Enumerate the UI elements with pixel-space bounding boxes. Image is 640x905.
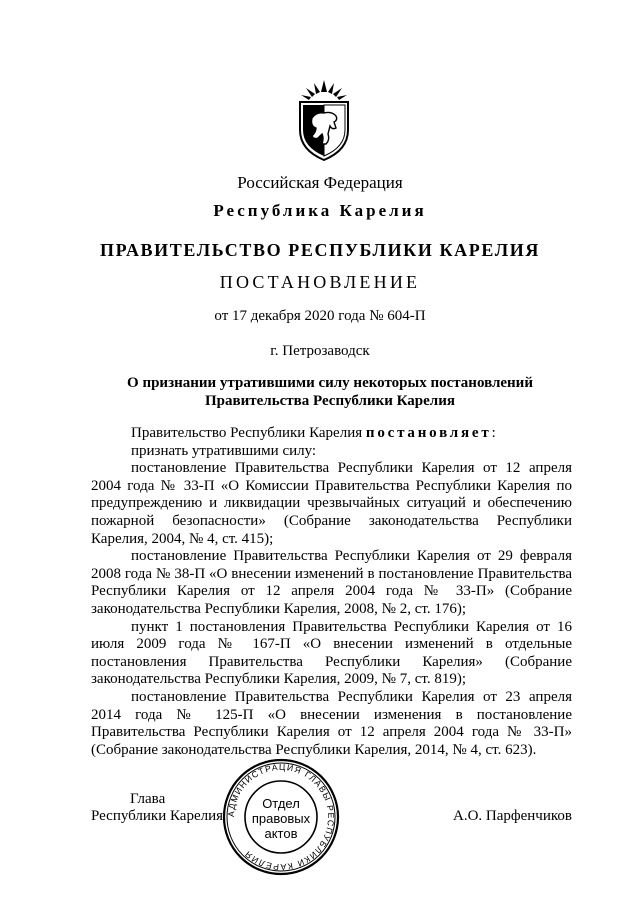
document-title-line: О признании утратившими силу некоторых постановлений xyxy=(127,375,533,391)
body-paragraph: признать утратившими силу: xyxy=(131,442,317,459)
document-title xyxy=(90,374,570,410)
intro-prefix: Правительство Республики Карелия xyxy=(131,425,366,441)
official-stamp xyxy=(222,758,340,876)
body-paragraph: постановление Правительства Республики Карелия от 12 апреля 2004 года № 33-П «О Комиссии Правительства Республики Карелия по предупреждению и ликвидации чрезвычайных ситуаций и обеспечению пожарной безопасности» (Собрание законодательства Республики Карелия, 2004, № 4, ст. 415); xyxy=(91,460,572,547)
stamp-center-line: Отдел xyxy=(262,796,300,811)
coat-of-arms-icon xyxy=(296,78,352,162)
intro-suffix: : xyxy=(491,425,496,441)
body-paragraph: пункт 1 постановления Правительства Республики Карелия от 16 июля 2009 года № 167-П «О внесении изменений в отдельные постановления Правительства Республики Карелия» (Собрание законодательства Республики Карелия, 2009, № 7, ст. 819); xyxy=(91,618,572,688)
republic-name: Республика Карелия xyxy=(213,201,427,220)
document-body xyxy=(91,425,572,759)
government-name: ПРАВИТЕЛЬСТВО РЕСПУБЛИКИ КАРЕЛИЯ xyxy=(100,240,540,260)
stamp-center-line: актов xyxy=(264,826,298,841)
country-name: Российская Федерация xyxy=(237,173,403,192)
body-paragraph: постановление Правительства Республики Карелия от 23 апреля 2014 года № 125-П «О внесении изменения в постановление Правительства Республики Карелия от 12 апреля 2004 года № 33-П» (Собрание законодательства Республики Карелия, 2014, № 4, ст. 623). xyxy=(91,688,572,758)
signatory-title-line2: Республики Карелия xyxy=(91,808,224,824)
document-title-line: Правительства Республики Карелия xyxy=(205,393,455,409)
signatory-title: Глава xyxy=(130,791,166,807)
document-city: г. Петрозаводск xyxy=(270,343,370,359)
resolves-word: постановляет xyxy=(365,425,492,441)
document-type: ПОСТАНОВЛЕНИЕ xyxy=(219,272,421,292)
stamp-center-line: правовых xyxy=(251,811,311,826)
document-date-number: от 17 декабря 2020 года № 604-П xyxy=(214,308,426,324)
intro-paragraph xyxy=(91,425,572,443)
stamp-ring-text: АДМИНИСТРАЦИЯ ГЛАВЫ РЕСПУБЛИКИ КАРЕЛИЯ xyxy=(225,761,337,873)
signatory-name: А.О. Парфенчиков xyxy=(453,808,572,824)
body-paragraph: постановление Правительства Республики Карелия от 29 февраля 2008 года № 38-П «О внесении изменений в постановление Правительства Республики Карелия от 12 апреля 2004 года № 33-П» (Собрание законодательства Республики Карелия, 2008, № 2, ст. 176); xyxy=(91,548,572,617)
